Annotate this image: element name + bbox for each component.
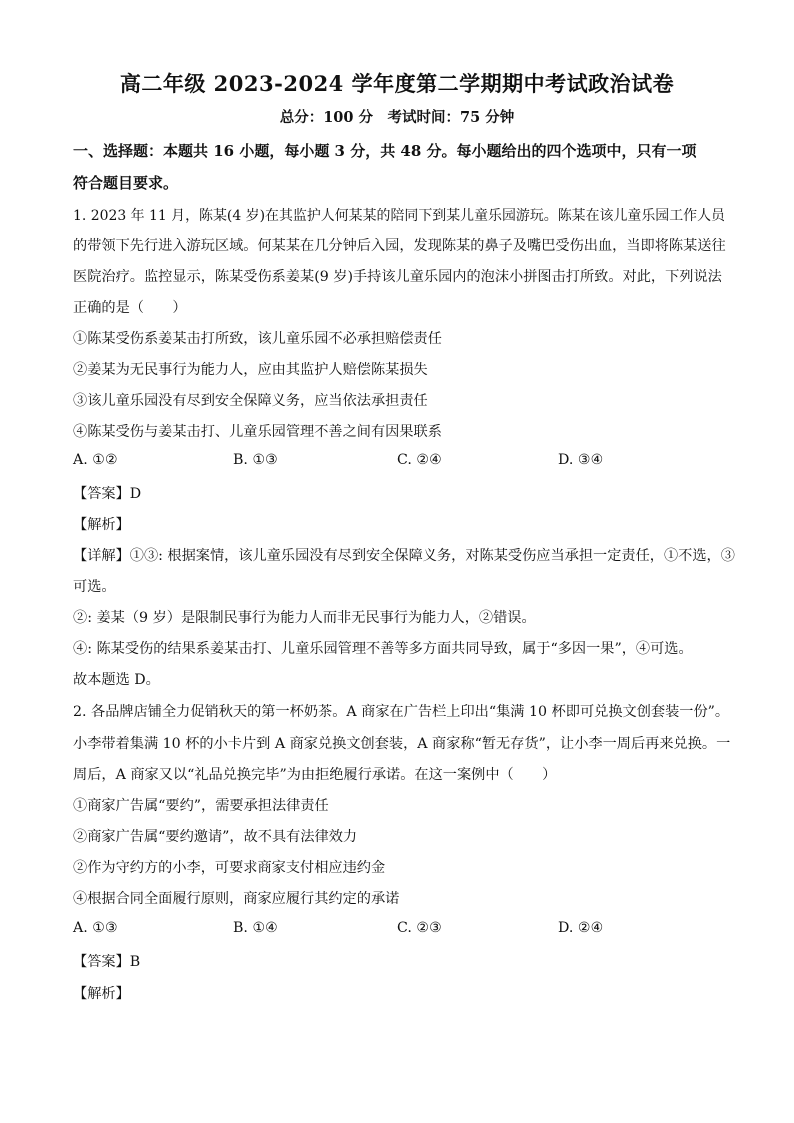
q1-stem-line: 的带领下先行进入游玩区域。何某某在几分钟后入园，发现陈某的鼻子及嘴巴受伤出血，当即将陈某送往	[73, 238, 726, 254]
q2-statement: ④根据合同全面履行原则，商家应履行其约定的承诺	[73, 891, 400, 907]
q1-option-d: D. ③④	[558, 452, 604, 468]
q1-detail-line: 【详解】①③: 根据案情，该儿童乐园没有尽到安全保障义务，对陈某受伤应当承担一定责任，①不选，③	[73, 548, 735, 564]
q2-option-b: B. ①④	[233, 920, 278, 936]
q1-answer: 【答案】D	[73, 486, 142, 502]
q1-statement: ③该儿童乐园没有尽到安全保障义务，应当依法承担责任	[73, 393, 428, 409]
q1-stem-line: 正确的是（ ）	[73, 300, 187, 316]
q2-stem-line: 2. 各品牌店铺全力促销秋天的第一杯奶茶。A 商家在广告栏上印出“集满 10 杯即可兑换文创套装一份”。	[73, 704, 730, 720]
q2-statement: ②作为守约方的小李，可要求商家支付相应违约金	[73, 860, 386, 876]
q1-statement: ①陈某受伤系姜某击打所致，该儿童乐园不必承担赔偿责任	[73, 331, 442, 347]
q2-stem-line: 周后，A 商家又以“礼品兑换完毕”为由拒绝履行承诺。在这一案例中（ ）	[73, 767, 557, 783]
section-heading-line1: 一、选择题：本题共 16 小题，每小题 3 分，共 48 分。每小题给出的四个选项中，只有一项	[73, 142, 697, 160]
q2-option-d: D. ②④	[558, 920, 604, 936]
q2-statement: ①商家广告属“要约”，需要承担法律责任	[73, 798, 329, 814]
q2-answer: 【答案】B	[73, 954, 141, 970]
q1-option-b: B. ①③	[233, 452, 278, 468]
q1-statement: ②姜某为无民事行为能力人，应由其监护人赔偿陈某损失	[73, 362, 428, 378]
exam-subtitle: 总分：100 分 考试时间：75 分钟	[279, 109, 515, 126]
exam-title: 高二年级 2023-2024 学年度第二学期期中考试政治试卷	[119, 71, 675, 96]
q1-option-a: A. ①②	[73, 452, 118, 468]
q1-detail-line: 可选。	[73, 579, 116, 595]
q1-option-c: C. ②④	[397, 452, 442, 468]
q1-stem-line: 1. 2023 年 11 月，陈某(4 岁)在其监护人何某某的陪同下到某儿童乐园游玩。陈某在该儿童乐园工作人员	[73, 208, 725, 224]
section-heading-line2: 符合题目要求。	[73, 174, 179, 192]
q1-statement: ④陈某受伤与姜某击打、儿童乐园管理不善之间有因果联系	[73, 424, 442, 440]
q2-option-a: A. ①③	[73, 920, 118, 936]
q2-option-c: C. ②③	[397, 920, 442, 936]
q2-statement: ②商家广告属“要约邀请”，故不具有法律效力	[73, 829, 358, 845]
q1-detail-line: 故本题选 D。	[73, 672, 160, 688]
q1-detail-line: ④: 陈某受伤的结果系姜某击打、儿童乐园管理不善等多方面共同导致，属于“多因一果”，④可选。	[73, 641, 693, 657]
q1-analysis-label: 【解析】	[73, 517, 130, 533]
q1-stem-line: 医院治疗。监控显示，陈某受伤系姜某(9 岁)手持该儿童乐园内的泡沫小拼图击打所致。对此，下列说法	[73, 269, 722, 285]
q1-detail-line: ②: 姜某（9 岁）是限制民事行为能力人而非无民事行为能力人，②错误。	[73, 610, 536, 626]
q2-stem-line: 小李带着集满 10 杯的小卡片到 A 商家兑换文创套装，A 商家称“暂无存货”，让小李一周后再来兑换。一	[73, 736, 731, 752]
q2-analysis-label: 【解析】	[73, 986, 130, 1002]
